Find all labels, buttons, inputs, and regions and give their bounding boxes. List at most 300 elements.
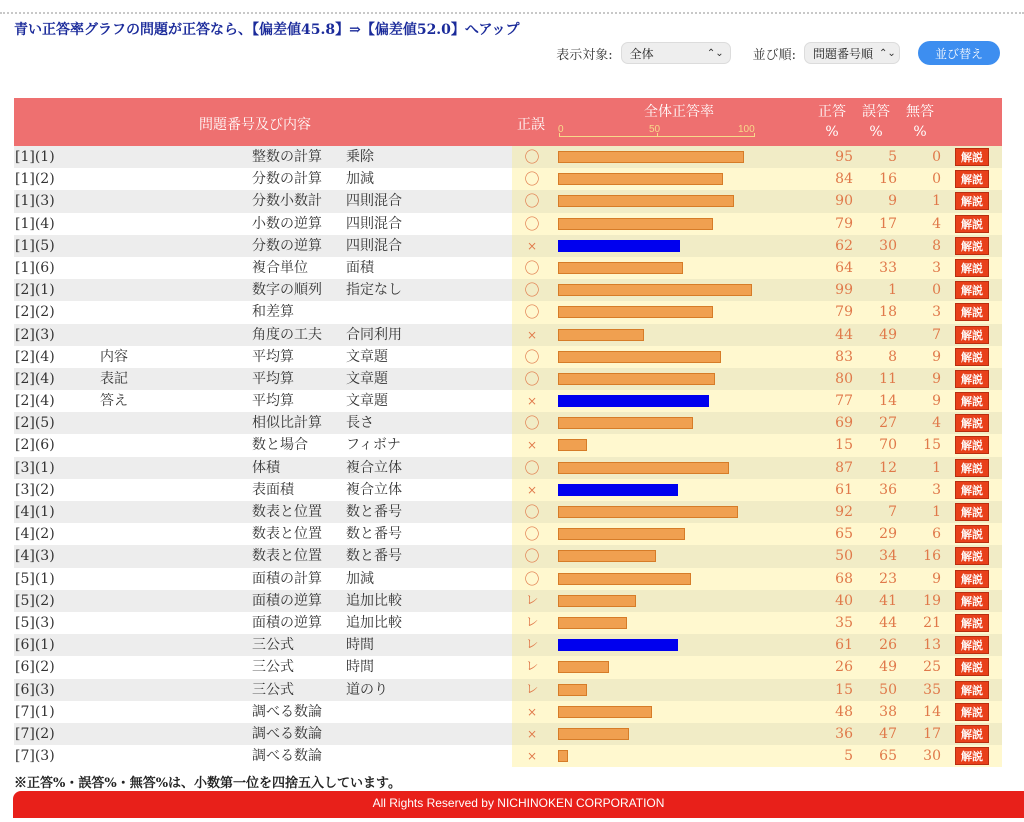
footnote: ※正答%・誤答%・無答%は、小数第一位を四捨五入しています。 <box>14 776 402 791</box>
circle-mark-icon: 〇 <box>524 414 540 433</box>
problem-topic: 文章題 <box>346 393 388 410</box>
problem-number: [1](1) <box>15 149 55 165</box>
problem-number: [5](2) <box>15 592 55 609</box>
problem-category: 面積の逆算 <box>252 614 322 631</box>
wrong-percent: 50 <box>879 681 897 698</box>
blank-percent: 1 <box>932 193 941 210</box>
correct-percent: 35 <box>835 614 853 631</box>
correct-percent: 44 <box>835 326 853 343</box>
updown-chevron-icon: ⌃⌄ <box>706 47 724 59</box>
correct-percent: 84 <box>835 171 853 188</box>
header-problem: 問題番号及び内容 <box>199 117 311 133</box>
rate-bar <box>558 728 629 740</box>
explanation-button[interactable]: 解説 <box>955 259 989 277</box>
explanation-button[interactable]: 解説 <box>955 392 989 410</box>
problem-category: 数表と位置 <box>252 504 322 520</box>
table-row <box>14 146 1002 168</box>
top-divider <box>0 12 1024 14</box>
correct-percent: 92 <box>835 504 853 520</box>
sort-button[interactable]: 並び替え <box>918 41 1000 65</box>
table-row <box>14 390 1002 412</box>
blank-percent: 9 <box>932 348 941 365</box>
header-rate: 全体正答率 <box>644 104 714 120</box>
blank-percent: 9 <box>932 370 941 387</box>
circle-mark-icon: 〇 <box>524 458 540 477</box>
rate-bar <box>558 550 656 562</box>
wrong-percent: 30 <box>879 237 897 254</box>
table-row <box>14 434 1002 456</box>
problem-category: 三公式 <box>252 681 294 698</box>
wrong-percent: 1 <box>888 282 897 299</box>
header-correct-label: 正答 <box>818 104 846 120</box>
wrong-percent: 49 <box>879 326 897 343</box>
updown-chevron-icon: ⌃⌄ <box>879 47 896 59</box>
problem-number: [7](3) <box>15 748 55 765</box>
explanation-button[interactable]: 解説 <box>955 414 989 432</box>
order-label: 並び順: <box>752 47 796 63</box>
rate-bar <box>558 462 729 474</box>
circle-mark-icon: 〇 <box>524 569 540 588</box>
rate-bar <box>558 262 683 274</box>
problem-topic: 文章題 <box>346 348 388 365</box>
rate-bar <box>558 639 678 651</box>
page-headline: 青い正答率グラフの問題が正答なら、【偏差値45.8】⇒【偏差値52.0】へアップ <box>14 22 520 38</box>
header-wrong-unit: % <box>869 124 883 140</box>
table-row <box>14 301 1002 323</box>
problem-subpart: 答え <box>100 393 128 410</box>
circle-mark-icon: 〇 <box>524 503 540 521</box>
problem-category: 分数の逆算 <box>252 237 322 254</box>
table-row <box>14 590 1002 612</box>
correct-percent: 61 <box>835 481 853 498</box>
problem-topic: 四則混合 <box>346 237 402 254</box>
correct-percent: 40 <box>835 592 853 609</box>
blank-percent: 0 <box>932 282 941 299</box>
cross-mark-icon: × <box>526 238 538 253</box>
order-select-value: 問題番号順 <box>813 46 874 61</box>
explanation-button[interactable]: 解説 <box>955 614 989 632</box>
cross-mark-icon: × <box>526 438 538 453</box>
wrong-percent: 17 <box>879 215 897 232</box>
problem-number: [1](3) <box>15 193 55 210</box>
problem-topic: 乗除 <box>346 149 374 165</box>
blank-percent: 16 <box>923 548 941 565</box>
correct-percent: 69 <box>835 415 853 432</box>
problem-topic: 面積 <box>346 259 374 276</box>
explanation-button[interactable]: 解説 <box>955 525 989 543</box>
blank-percent: 0 <box>932 171 941 188</box>
check-mark-icon: レ <box>525 614 539 630</box>
circle-mark-icon: 〇 <box>524 192 540 211</box>
check-mark-icon: レ <box>525 659 539 675</box>
correct-percent: 65 <box>835 526 853 543</box>
problem-category: 調べる数論 <box>252 725 322 742</box>
correct-percent: 79 <box>835 304 853 321</box>
problem-number: [2](6) <box>15 437 55 454</box>
scale-label-50: 50 <box>649 124 661 135</box>
blank-percent: 6 <box>932 526 941 543</box>
wrong-percent: 8 <box>888 348 897 365</box>
problem-number: [2](4) <box>15 370 55 387</box>
problem-number: [2](5) <box>15 415 55 432</box>
circle-mark-icon: 〇 <box>524 214 540 233</box>
problem-number: [2](4) <box>15 393 55 410</box>
cross-mark-icon: × <box>526 482 538 497</box>
problem-category: 表面積 <box>252 481 294 498</box>
blank-percent: 15 <box>923 437 941 454</box>
wrong-percent: 38 <box>879 703 897 720</box>
rate-bar <box>558 240 680 252</box>
problem-number: [1](2) <box>15 171 55 188</box>
problem-number: [1](5) <box>15 237 55 254</box>
problem-category: 数字の順列 <box>252 282 322 299</box>
table-header <box>14 98 1002 146</box>
header-wrong <box>858 102 894 142</box>
problem-topic: 追加比較 <box>346 614 402 631</box>
explanation-button[interactable]: 解説 <box>955 570 989 588</box>
problem-category: 三公式 <box>252 659 294 676</box>
rate-bar <box>558 395 709 407</box>
wrong-percent: 12 <box>879 459 897 476</box>
explanation-button[interactable]: 解説 <box>955 503 989 521</box>
target-label: 表示対象: <box>556 47 613 63</box>
table-row <box>14 457 1002 479</box>
problem-topic: 数と番号 <box>346 548 402 565</box>
rate-bar <box>558 706 652 718</box>
problem-number: [2](4) <box>15 348 55 365</box>
problem-category: 小数の逆算 <box>252 215 322 232</box>
blank-percent: 9 <box>932 393 941 410</box>
footer-copyright: All Rights Reserved by NICHINOKEN CORPORATION <box>13 791 1024 818</box>
problem-category: 調べる数論 <box>252 748 322 765</box>
explanation-button[interactable]: 解説 <box>955 436 989 454</box>
table-row <box>14 701 1002 723</box>
cross-mark-icon: × <box>526 327 538 342</box>
table-row <box>14 634 1002 656</box>
correct-percent: 83 <box>835 348 853 365</box>
problem-topic: 指定なし <box>346 282 402 299</box>
problem-topic: 時間 <box>346 637 374 654</box>
table-row <box>14 412 1002 434</box>
explanation-button[interactable]: 解説 <box>955 170 989 188</box>
table-row <box>14 523 1002 545</box>
blank-percent: 8 <box>932 237 941 254</box>
problem-category: 平均算 <box>252 393 294 410</box>
blank-percent: 21 <box>923 614 941 631</box>
header-blank-unit: % <box>913 124 927 140</box>
correct-percent: 64 <box>835 259 853 276</box>
explanation-button[interactable]: 解説 <box>955 370 989 388</box>
problem-topic: 加減 <box>346 171 374 188</box>
problem-topic: 追加比較 <box>346 592 402 609</box>
table-row <box>14 235 1002 257</box>
problem-topic: 加減 <box>346 570 374 587</box>
table-row <box>14 346 1002 368</box>
problem-category: 数と場合 <box>252 437 308 454</box>
problem-topic: 複合立体 <box>346 459 402 476</box>
blank-percent: 9 <box>932 570 941 587</box>
problem-category: 平均算 <box>252 348 294 365</box>
correct-percent: 77 <box>835 393 853 410</box>
wrong-percent: 34 <box>879 548 897 565</box>
explanation-button[interactable]: 解説 <box>955 592 989 610</box>
explanation-button[interactable]: 解説 <box>955 658 989 676</box>
rate-bar <box>558 306 713 318</box>
problem-category: 整数の計算 <box>252 149 322 165</box>
blank-percent: 25 <box>923 659 941 676</box>
check-mark-icon: レ <box>525 592 539 608</box>
problem-number: [6](2) <box>15 659 55 676</box>
problem-number: [3](1) <box>15 459 55 476</box>
table-body <box>14 146 1002 767</box>
rate-bar <box>558 351 721 363</box>
table-row <box>14 324 1002 346</box>
problem-category: 面積の計算 <box>252 570 322 587</box>
wrong-percent: 36 <box>879 481 897 498</box>
explanation-button[interactable]: 解説 <box>955 303 989 321</box>
scale-label-100: 100 <box>738 124 755 135</box>
problem-number: [4](2) <box>15 526 55 543</box>
problem-category: 和差算 <box>252 304 294 321</box>
explanation-button[interactable]: 解説 <box>955 681 989 699</box>
correct-percent: 80 <box>835 370 853 387</box>
problem-topic: 複合立体 <box>346 481 402 498</box>
scale-label-0: 0 <box>558 124 564 135</box>
blank-percent: 0 <box>932 149 941 165</box>
problem-category: 平均算 <box>252 370 294 387</box>
header-blank <box>902 102 938 142</box>
blank-percent: 13 <box>923 637 941 654</box>
problem-category: 調べる数論 <box>252 703 322 720</box>
correct-percent: 87 <box>835 459 853 476</box>
problem-category: 相似比計算 <box>252 415 322 432</box>
check-mark-icon: レ <box>525 637 539 653</box>
cross-mark-icon: × <box>526 749 538 764</box>
header-correct <box>814 102 850 142</box>
explanation-button[interactable]: 解説 <box>955 725 989 743</box>
rate-bar <box>558 573 691 585</box>
problem-category: 面積の逆算 <box>252 592 322 609</box>
circle-mark-icon: 〇 <box>524 148 540 166</box>
table-row <box>14 679 1002 701</box>
wrong-percent: 9 <box>888 193 897 210</box>
problem-number: [1](6) <box>15 259 55 276</box>
circle-mark-icon: 〇 <box>524 347 540 366</box>
rate-bar <box>558 284 752 296</box>
problem-number: [6](3) <box>15 681 55 698</box>
problem-subpart: 表記 <box>100 370 128 387</box>
problem-number: [7](1) <box>15 703 55 720</box>
cross-mark-icon: × <box>526 394 538 409</box>
header-correct-unit: % <box>825 124 839 140</box>
rate-bar <box>558 439 587 451</box>
table-row <box>14 501 1002 523</box>
problem-topic: 文章題 <box>346 370 388 387</box>
wrong-percent: 65 <box>879 748 897 765</box>
header-blank-label: 無答 <box>906 104 934 120</box>
problem-category: 三公式 <box>252 637 294 654</box>
blank-percent: 7 <box>932 326 941 343</box>
correct-percent: 26 <box>835 659 853 676</box>
explanation-button[interactable]: 解説 <box>955 459 989 477</box>
rate-bar <box>558 151 744 163</box>
problem-number: [2](3) <box>15 326 55 343</box>
order-select[interactable] <box>804 42 900 64</box>
problem-category: 数表と位置 <box>252 526 322 543</box>
cross-mark-icon: × <box>526 704 538 719</box>
rate-bar <box>558 595 636 607</box>
problem-number: [2](1) <box>15 282 55 299</box>
table-row <box>14 612 1002 634</box>
correct-percent: 15 <box>835 437 853 454</box>
problem-category: 数表と位置 <box>252 548 322 565</box>
problem-number: [5](1) <box>15 570 55 587</box>
target-select-value: 全体 <box>629 46 654 61</box>
wrong-percent: 16 <box>879 171 897 188</box>
controls-bar <box>556 40 1000 66</box>
blank-percent: 4 <box>932 215 941 232</box>
wrong-percent: 14 <box>879 393 897 410</box>
blank-percent: 3 <box>932 304 941 321</box>
explanation-button[interactable]: 解説 <box>955 237 989 255</box>
circle-mark-icon: 〇 <box>524 170 540 189</box>
blank-percent: 3 <box>932 481 941 498</box>
circle-mark-icon: 〇 <box>524 281 540 300</box>
explanation-button[interactable]: 解説 <box>955 215 989 233</box>
problem-category: 角度の工夫 <box>252 326 322 343</box>
blank-percent: 35 <box>923 681 941 698</box>
correct-percent: 79 <box>835 215 853 232</box>
blank-percent: 4 <box>932 415 941 432</box>
rate-bar <box>558 218 713 230</box>
wrong-percent: 29 <box>879 526 897 543</box>
table-row <box>14 368 1002 390</box>
table-row <box>14 656 1002 678</box>
wrong-percent: 70 <box>879 437 897 454</box>
blank-percent: 3 <box>932 259 941 276</box>
correct-percent: 90 <box>835 193 853 210</box>
rate-bar <box>558 484 678 496</box>
problem-topic: フィボナ <box>346 437 401 454</box>
problem-topic: 道のり <box>346 681 388 698</box>
table-row <box>14 745 1002 767</box>
results-table <box>14 98 1002 767</box>
rate-bar <box>558 684 587 696</box>
problem-number: [1](4) <box>15 215 55 232</box>
explanation-button[interactable]: 解説 <box>955 192 989 210</box>
problem-category: 分数小数計 <box>252 193 322 210</box>
problem-topic: 四則混合 <box>346 193 402 210</box>
problem-category: 体積 <box>252 459 280 476</box>
explanation-button[interactable]: 解説 <box>955 547 989 565</box>
problem-number: [2](2) <box>15 304 55 321</box>
wrong-percent: 7 <box>888 504 897 520</box>
explanation-button[interactable]: 解説 <box>955 481 989 499</box>
explanation-button[interactable]: 解説 <box>955 348 989 366</box>
rate-bar <box>558 417 693 429</box>
wrong-percent: 44 <box>879 614 897 631</box>
circle-mark-icon: 〇 <box>524 258 540 277</box>
problem-topic: 数と番号 <box>346 526 402 543</box>
wrong-percent: 5 <box>888 149 897 165</box>
wrong-percent: 41 <box>879 592 897 609</box>
rate-bar <box>558 661 609 673</box>
table-row <box>14 213 1002 235</box>
problem-topic: 合同利用 <box>346 326 402 343</box>
explanation-button[interactable]: 解説 <box>955 281 989 299</box>
table-row <box>14 568 1002 590</box>
blank-percent: 1 <box>932 504 941 520</box>
rate-bar <box>558 528 685 540</box>
problem-topic: 時間 <box>346 659 374 676</box>
correct-percent: 68 <box>835 570 853 587</box>
rate-bar <box>558 617 627 629</box>
correct-percent: 5 <box>844 748 853 765</box>
rate-scale <box>558 125 754 141</box>
wrong-percent: 26 <box>879 637 897 654</box>
circle-mark-icon: 〇 <box>524 547 540 566</box>
correct-percent: 50 <box>835 548 853 565</box>
explanation-button[interactable]: 解説 <box>955 148 989 166</box>
problem-topic: 四則混合 <box>346 215 402 232</box>
check-mark-icon: レ <box>525 681 539 697</box>
rate-bar <box>558 329 644 341</box>
header-wrong-label: 誤答 <box>862 104 890 120</box>
circle-mark-icon: 〇 <box>524 303 540 322</box>
wrong-percent: 47 <box>879 725 897 742</box>
rate-bar <box>558 195 734 207</box>
problem-number: [4](1) <box>15 504 55 520</box>
table-row <box>14 545 1002 567</box>
wrong-percent: 23 <box>879 570 897 587</box>
rate-bar <box>558 173 723 185</box>
circle-mark-icon: 〇 <box>524 525 540 544</box>
wrong-percent: 49 <box>879 659 897 676</box>
blank-percent: 19 <box>923 592 941 609</box>
explanation-button[interactable]: 解説 <box>955 326 989 344</box>
blank-percent: 17 <box>923 725 941 742</box>
wrong-percent: 33 <box>879 259 897 276</box>
blank-percent: 30 <box>923 748 941 765</box>
rate-bar <box>558 373 715 385</box>
target-select[interactable] <box>621 42 731 64</box>
table-row <box>14 168 1002 190</box>
correct-percent: 95 <box>835 149 853 165</box>
table-row <box>14 479 1002 501</box>
problem-topic: 数と番号 <box>346 504 402 520</box>
explanation-button[interactable]: 解説 <box>955 747 989 765</box>
explanation-button[interactable]: 解説 <box>955 636 989 654</box>
correct-percent: 48 <box>835 703 853 720</box>
table-row <box>14 723 1002 745</box>
wrong-percent: 18 <box>879 304 897 321</box>
problem-topic: 長さ <box>346 415 374 432</box>
rate-bar <box>558 506 738 518</box>
problem-number: [4](3) <box>15 548 55 565</box>
wrong-percent: 27 <box>879 415 897 432</box>
correct-percent: 36 <box>835 725 853 742</box>
explanation-button[interactable]: 解説 <box>955 703 989 721</box>
problem-subpart: 内容 <box>100 348 128 365</box>
correct-percent: 99 <box>835 282 853 299</box>
problem-number: [6](1) <box>15 637 55 654</box>
table-row <box>14 279 1002 301</box>
problem-number: [3](2) <box>15 481 55 498</box>
table-row <box>14 190 1002 212</box>
correct-percent: 61 <box>835 637 853 654</box>
problem-category: 分数の計算 <box>252 171 322 188</box>
blank-percent: 14 <box>923 703 941 720</box>
